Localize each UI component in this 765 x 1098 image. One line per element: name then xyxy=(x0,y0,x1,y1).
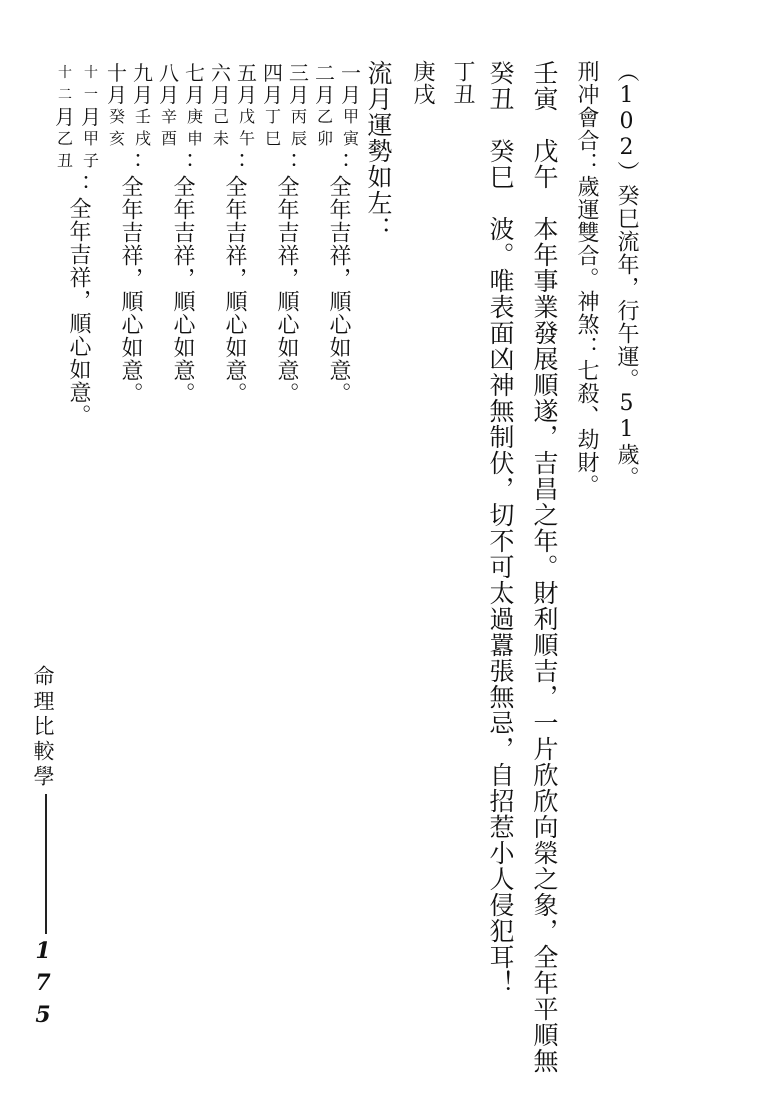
pillar-hour: 丁丑 xyxy=(450,60,475,106)
month-entry-1-2: 一 二 月 月 甲寅 乙卯 ：全年吉祥，順心如意。 xyxy=(315,61,361,405)
pillar-year: 庚戌 xyxy=(410,60,435,106)
body-line-2: 癸丑 癸巳 波。唯表面凶神無制伏，切不可太過囂張無忌，自招惹小人侵犯耳！ xyxy=(486,60,515,996)
monthly-heading: 流月運勢如左： xyxy=(364,60,393,242)
body-line-1: 壬寅 戊午 本年事業發展順遂，吉昌之年。財利順吉，一片欣欣向榮之象，全年平順無 xyxy=(530,60,559,1074)
book-title: 命理比較學 xyxy=(31,665,55,790)
footer-rule xyxy=(45,794,47,934)
month-text: ：全年吉祥，順心如意。 xyxy=(274,152,299,405)
month-entry-9-10: 九 十 月 月 壬戌 癸亥 ：全年吉祥，順心如意。 xyxy=(107,61,153,405)
month-entry-3-4: 三 四 月 月 丙辰 丁巳 ：全年吉祥，順心如意。 xyxy=(263,61,309,405)
month-entry-11-12: 十一 十二 月 月 甲子 乙丑 ：全年吉祥，順心如意。 xyxy=(55,65,101,427)
month-text: ：全年吉祥，順心如意。 xyxy=(66,174,91,427)
month-text: ：全年吉祥，順心如意。 xyxy=(118,152,143,405)
page-number: 175 xyxy=(30,938,56,1034)
month-text: ：全年吉祥，順心如意。 xyxy=(326,152,351,405)
month-entry-5-6: 五 六 月 月 戊午 己未 ：全年吉祥，順心如意。 xyxy=(211,61,257,405)
heading-line: （102）癸巳流年，行午運。51歲。 xyxy=(614,60,639,489)
month-entry-7-8: 七 八 月 月 庚申 辛酉 ：全年吉祥，順心如意。 xyxy=(159,61,205,405)
month-text: ：全年吉祥，順心如意。 xyxy=(170,152,195,405)
month-text: ：全年吉祥，順心如意。 xyxy=(222,152,247,405)
page-footer xyxy=(28,665,64,1034)
shensha-line: 刑冲會合：歲運雙合。神煞：七殺、劫財。 xyxy=(574,60,599,497)
